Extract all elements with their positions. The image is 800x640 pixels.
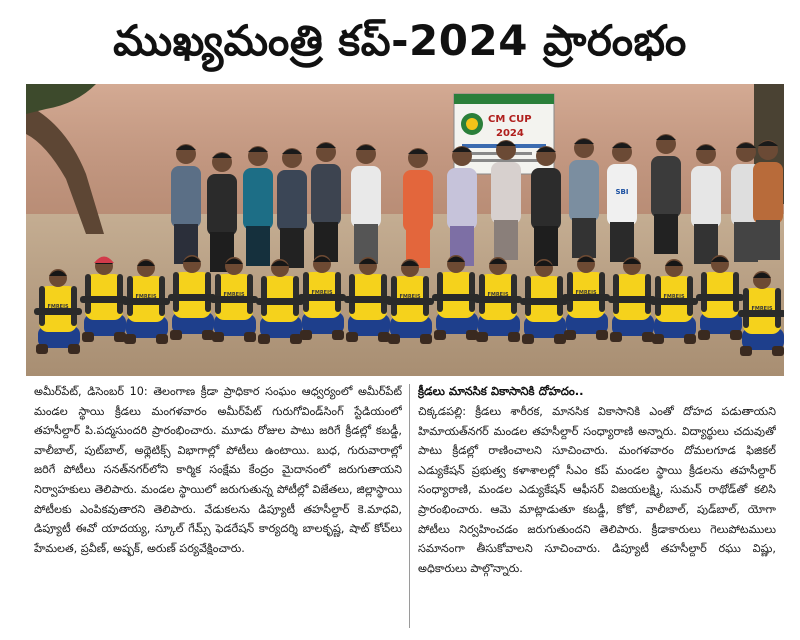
left-column-text: అమీర్‌పేట్, డిసెంబర్ 10: తెలంగాణ క్రీడా ప్రాధికార సంఘం ఆధ్వర్యంలో అమీర్‌పేట్ మండల స్థాయి క్రీడలు మంగళవారం అమీర్‌పేట్ గురుగోవిండ్‌సింగ్ స్టేడియంలో తహసీల్దార్ పి.పద్మసుందరి ప్రారంభించారు. మూడు రోజుల పాటు జరిగే క్రీడల్లో కబడ్డీ, వాలీబాల్, పుట్‌బాల్, అథ్లెటిక్స్ విభాగాల్లో పోటీలు ఉంటాయి. బుధ, గురువారాల్లో జరిగే పోటీలు సనత్‌నగర్‌లోని కార్మిక సంక్షేమ కేంద్రం మైదానంలో జరుగుతాయని నిర్వాహకులు తెలిపారు. మండల స్థాయిలో జరుగుతున్న పోటీల్లో విజేతలు, జిల్లాస్థాయి పోటీలకు ఎంపికవుతారని తెలిపారు. వేడుకలను డిప్యూటీ తహసీల్దార్ కె.మాధవి, డిప్యూటీ ఈవో యాదయ్య, స్కూల్ గేమ్స్ ఫెడరేషన్ కార్యదర్శి బాలకృష్ణ, షాట్ కోచ్‌లు హేమలత, ప్రవీణ్, అష్ఫక్, అరుణ్ పర్యవేక్షించారు.: [34, 385, 402, 555]
jersey-text: FMREIS: [751, 306, 773, 312]
jersey-text: FMREIS: [575, 290, 597, 296]
jersey-text: FMREIS: [487, 292, 509, 298]
banner-text-line2: 2024: [496, 128, 524, 139]
column-divider: [409, 384, 410, 628]
jersey-text: FMREIS: [135, 294, 157, 300]
jersey-text: FMREIS: [663, 294, 685, 300]
right-subheading: క్రీడలు మానసిక వికాసానికి దోహదం..: [418, 384, 584, 398]
headline: ముఖ్యమంత్రి కప్-2024 ప్రారంభం: [113, 16, 687, 65]
article-left-column: [34, 382, 402, 634]
jersey-text: FMREIS: [223, 292, 245, 298]
jersey-text: FMREIS: [47, 304, 69, 310]
article-right-column: [418, 382, 776, 634]
right-column-text: చిక్కడపల్లి: క్రీడలు శారీరక, మానసిక వికాసానికి ఎంతో దోహద పడుతాయని హిమాయత్‌నగర్ మండల తహసీల్దార్ సంధ్యారాణి అన్నారు. విద్యార్థులు చదువుతో పాటు క్రీడల్లో రాణించాలని సూచించారు. మంగళవారం దోమలగూడ ఫిజికల్ ఎడ్యుకేషన్ ప్రభుత్వ కళాశాలల్లో సీఎం కప్ మండల స్థాయి క్రీడలను తహసీల్దార్ సంధ్యారాణి, మండల ఎడ్యుకేషన్ ఆఫీసర్ విజయలక్ష్మి, సుమన్ రాథోడ్‌తో కలిసి ప్రారంభించారు. ఆమె మాట్లాడుతూ కబడ్డీ, కోకో, వాలీబాల్, పుడ్‌బాల్, యోగా పోటీలు నిర్వహించడం జరుగుతుందని తెలిపారు. క్రీడాకారులు గెలుపోటములు సమానంగా తీసుకోవాలని సూచించారు. డిప్యూటీ తహసీల్దార్ రఘు విష్ణు, అధికారులు పాల్గొన్నారు.: [418, 405, 776, 575]
jersey-text: FMREIS: [399, 294, 421, 300]
team-photo-illustration: [26, 84, 784, 376]
banner-text-line1: CM CUP: [488, 114, 532, 125]
news-photo: [26, 84, 784, 376]
shirt-logo-text: SBI: [615, 188, 629, 196]
jersey-text: FMREIS: [311, 290, 333, 296]
